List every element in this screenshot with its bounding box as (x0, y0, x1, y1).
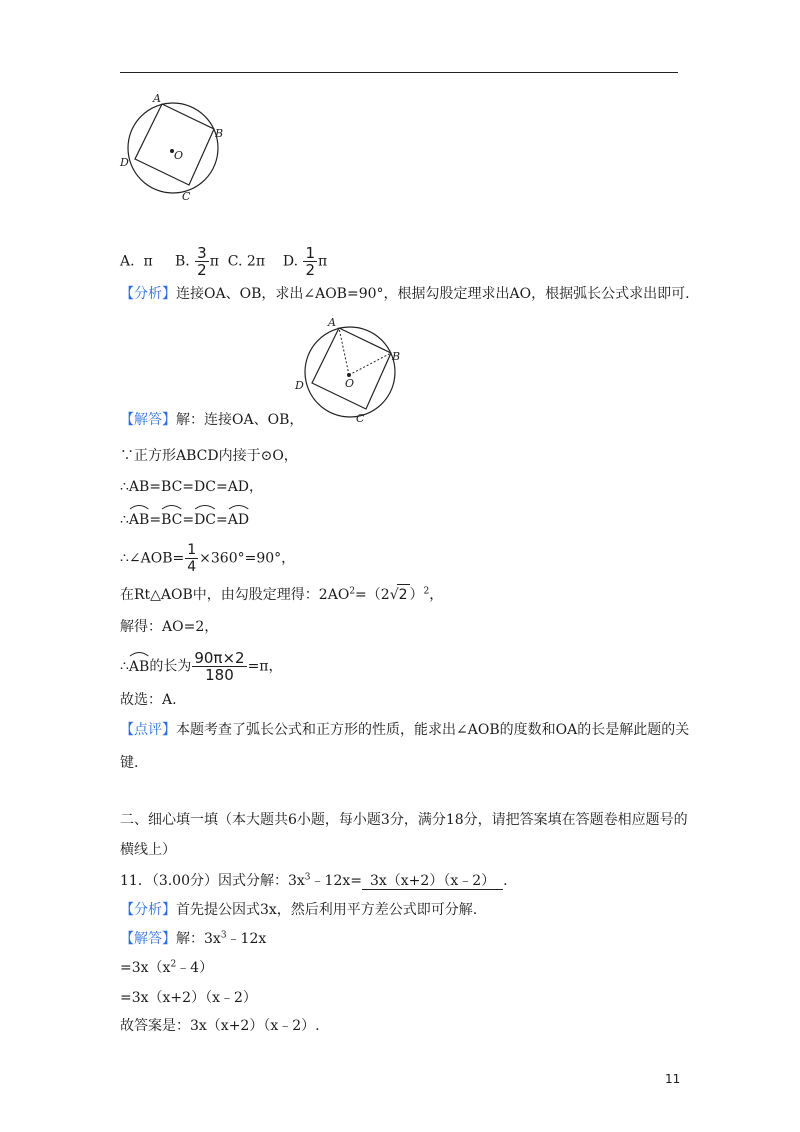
q11-answer: 3x（x+2）（x﹣2） (362, 873, 503, 890)
option-d-pi: π (318, 253, 328, 270)
option-d-fraction (303, 245, 317, 278)
option-b-label: B. (174, 253, 190, 270)
radius-ob (349, 353, 391, 375)
step5-mid: =（2 (355, 587, 390, 603)
comment-1-text-1: 本题考查了弧长公式和正方形的性质，能求出∠AOB的度数和OA的长是解此题的关 (176, 722, 690, 738)
step7-arc (129, 653, 149, 677)
step4-num: 1 (187, 542, 197, 558)
q11-prefix: 11．（3.00分）因式分解：3x (120, 873, 305, 889)
comment-1-tag: 【点评】 (120, 722, 176, 738)
inscribed-square (135, 104, 214, 185)
step5-sup2: 2 (423, 586, 430, 597)
step7-num: 90π×2 (194, 649, 245, 667)
solution-2-lead-sup: 3 (220, 930, 227, 941)
step4-prefix: ∴∠AOB= (120, 550, 185, 567)
options-row (120, 245, 327, 278)
analysis-2-text: 首先提公因式3x，然后利用平方差公式即可分解. (176, 902, 478, 918)
solution-2-step1-sup: 2 (170, 959, 177, 970)
eq-2: = (182, 512, 195, 528)
section-2-title-2: 横线上） (120, 842, 176, 858)
step4-den: 4 (187, 559, 197, 575)
solution-2-lead (120, 929, 266, 949)
comment-1-line1 (120, 720, 689, 740)
circle-outline (128, 103, 218, 193)
label-a-2: A (328, 317, 336, 329)
arc-dc-text: DC (194, 512, 216, 528)
arc-bc-text: BC (161, 512, 183, 528)
label-o: O (174, 149, 184, 162)
arc-dc (194, 506, 216, 530)
circle-outline-2 (305, 327, 395, 417)
solution-2-tag: 【解答】 (120, 931, 176, 947)
solution-2-lead-prefix: 解：3x (176, 931, 221, 947)
option-b-den: 2 (197, 261, 207, 279)
solution-2-step2: =3x（x+2）（x﹣2） (120, 990, 257, 1006)
solution-1-step6: 解得：AO=2， (120, 619, 219, 635)
q11-mid: ﹣12x= (310, 873, 362, 889)
solution-1-choose: 故选：A. (120, 692, 177, 708)
arc-ab (129, 506, 149, 530)
analysis-2-tag: 【分析】 (120, 902, 176, 918)
step5-root: 2 (397, 584, 410, 605)
step5-close: ） (409, 587, 424, 603)
question-11 (120, 871, 508, 891)
step5-prefix: 在Rt△AOB中，由勾股定理得：2AO (120, 587, 350, 603)
q11-sup: 3 (304, 872, 311, 883)
comment-1-line2: 键. (120, 755, 139, 771)
step7-prefix: ∴ (120, 658, 129, 675)
solution-2-final: 故答案是：3x（x+2）（x﹣2）. (120, 1018, 320, 1034)
label-c: C (182, 190, 191, 203)
label-b-2: B (392, 350, 401, 363)
analysis-1 (120, 284, 690, 304)
label-d-2: D (295, 379, 304, 392)
option-c: C. 2π (227, 253, 266, 270)
step7-fraction (192, 650, 246, 683)
header-rule (120, 72, 678, 73)
section-2-title-1: 二、细心填一填（本大题共6小题，每小题3分，满分18分，请把答案填在答题卷相应题号的 (120, 812, 688, 828)
analysis-1-text: 连接OA、OB，求出∠AOB=90°，根据勾股定理求出AO，根据弧长公式求出即可. (176, 286, 690, 302)
step5-end: ， (429, 587, 444, 603)
solution-1-lead (120, 410, 303, 430)
solution-1-step1: ∵正方形ABCD内接于⊙O， (120, 448, 298, 464)
sqrt-sign: √ (389, 587, 399, 603)
option-d-den: 2 (305, 261, 316, 279)
arc-bc (161, 506, 182, 530)
step3-prefix: ∴ (120, 512, 129, 528)
step4-fraction (185, 542, 198, 575)
option-b-num: 3 (197, 244, 207, 262)
solution-1-step5 (120, 584, 443, 605)
label-d: D (120, 156, 129, 169)
circle-square-figure (115, 93, 230, 203)
arc-ab-text: AB (128, 512, 150, 528)
option-a-label: A. (120, 253, 135, 270)
option-d-label: D. (282, 253, 299, 270)
label-a: A (153, 93, 161, 105)
inscribed-square-2 (312, 328, 391, 409)
solution-1-step4 (120, 542, 295, 575)
circle-square-figure-with-radii (292, 317, 407, 427)
step4-suffix: ×360°=90°， (199, 550, 296, 567)
step7-suffix: =π， (247, 658, 283, 675)
option-d-num: 1 (305, 244, 316, 262)
solution-1-step2: ∴AB=BC=DC=AD， (120, 479, 264, 495)
page-number: 11 (665, 1072, 681, 1086)
step7-arc-text: AB (128, 658, 150, 675)
solution-1-step3 (120, 506, 249, 530)
solution-2-step1-end: ﹣4） (176, 960, 214, 976)
eq-3: = (216, 512, 228, 528)
label-o-2: O (345, 377, 355, 390)
option-b-pi: π (209, 253, 219, 270)
label-c-2: C (356, 412, 365, 425)
solution-2-step1-prefix: =3x（x (120, 960, 171, 976)
label-b: B (215, 127, 224, 140)
radius-oa (339, 328, 349, 375)
analysis-1-tag: 【分析】 (120, 286, 176, 302)
solution-2-lead-end: ﹣12x (226, 931, 267, 947)
solution-1-step7 (120, 650, 283, 683)
solution-1-lead-text: 解：连接OA、OB， (176, 412, 304, 428)
step5-sup: 2 (349, 586, 356, 597)
eq-1: = (149, 512, 162, 528)
step7-den: 180 (205, 666, 234, 684)
q11-end: . (503, 873, 508, 889)
analysis-2 (120, 900, 477, 920)
option-a-value: π (143, 253, 153, 270)
solution-1-tag: 【解答】 (120, 412, 176, 428)
option-b-fraction (195, 245, 209, 278)
step7-mid: 的长为 (149, 658, 192, 675)
arc-ad-text: AD (227, 512, 250, 528)
solution-2-step1 (120, 958, 213, 978)
arc-ad (228, 506, 249, 530)
